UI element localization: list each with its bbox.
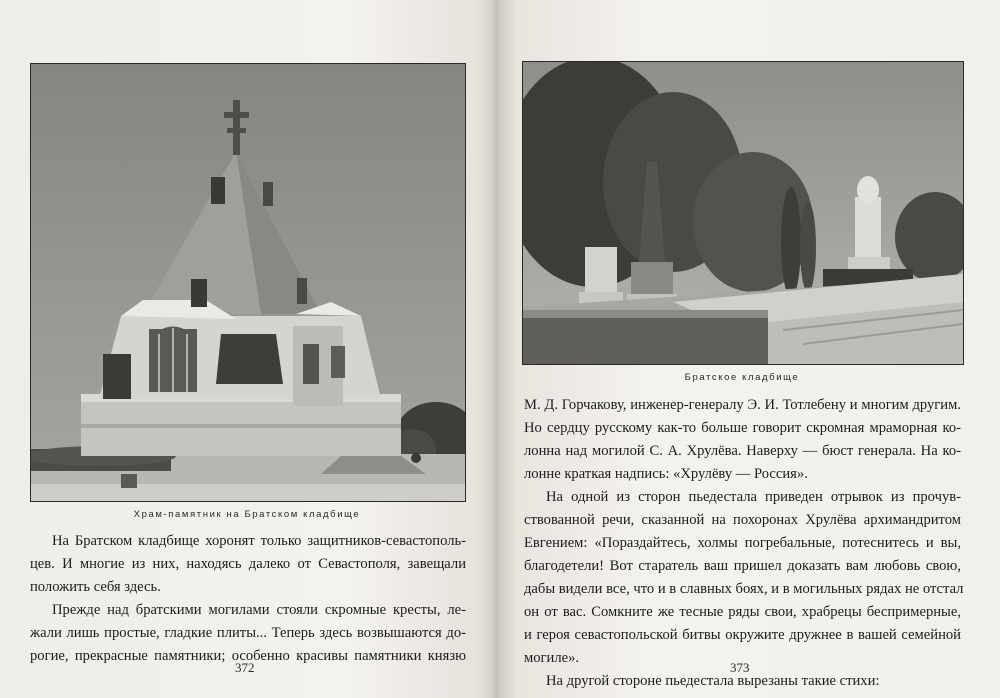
text-line: положить себя здесь.	[30, 579, 161, 595]
text-line: На другой стороне пьедестала вырезаны такие стихи:	[546, 673, 880, 689]
church-photo	[30, 63, 466, 502]
text-line: На одной из сторон пьедестала приведен отрывок из прочув-	[546, 489, 961, 505]
left-page	[0, 0, 497, 698]
right-page	[497, 0, 1000, 698]
left-photo-caption: Храм-памятник на Братском кладбище	[133, 509, 361, 520]
cemetery-image	[523, 62, 963, 364]
text-line: жали лишь простые, гладкие плиты... Теперь здесь возвышаются до-	[30, 625, 466, 641]
text-line: Евгением: «Пораздайтесь, холмы погребальные, потеснитесь и вы,	[524, 535, 961, 551]
text-line: Но сердцу русскому как-то больше говорит скромная мраморная ко-	[524, 420, 961, 436]
page-number-right: 373	[730, 660, 750, 675]
text-line: он от вас. Сомкните же тесные ряды свои, храбрецы беспримерные,	[524, 604, 961, 620]
right-photo-caption: Братское кладбище	[684, 372, 800, 383]
page-number-left: 372	[235, 660, 255, 675]
text-line: рогие, прекрасные памятники; особенно красивы памятники князю	[30, 648, 466, 664]
right-body-text	[524, 394, 964, 693]
pyramid-church-image	[31, 64, 465, 501]
left-body-text	[30, 530, 466, 668]
text-line: и героя севастопольской битвы окружите дружнее в вашей семейной	[524, 627, 961, 643]
cemetery-photo	[522, 61, 964, 365]
text-line: На Братском кладбище хоронят только защитников-севастополь-	[52, 533, 466, 549]
text-line: ствованной речи, сказанной на похоронах Хрулёва архимандритом	[524, 512, 961, 528]
text-line: цев. И многие из них, находясь далеко от Севастополя, завещали	[30, 556, 466, 572]
text-line: могиле».	[524, 650, 580, 666]
text-line: М. Д. Горчакову, инженер-генералу Э. И. Тотлебену и многим другим.	[524, 397, 961, 413]
text-line: лонне краткая надпись: «Хрулёву — Россия».	[524, 466, 808, 482]
text-line: Прежде над братскими могилами стояли скромные кресты, ле-	[52, 602, 466, 618]
text-line: дабы видели все, что и в славных боях, и в могильных рядах не отстал	[524, 581, 964, 597]
text-line: благодетели! Вот старатель ваш пришел доказать вам любовь свою,	[524, 558, 961, 574]
text-line: лонна над могилой С. А. Хрулёва. Наверху — бюст генерала. На ко-	[524, 443, 961, 459]
